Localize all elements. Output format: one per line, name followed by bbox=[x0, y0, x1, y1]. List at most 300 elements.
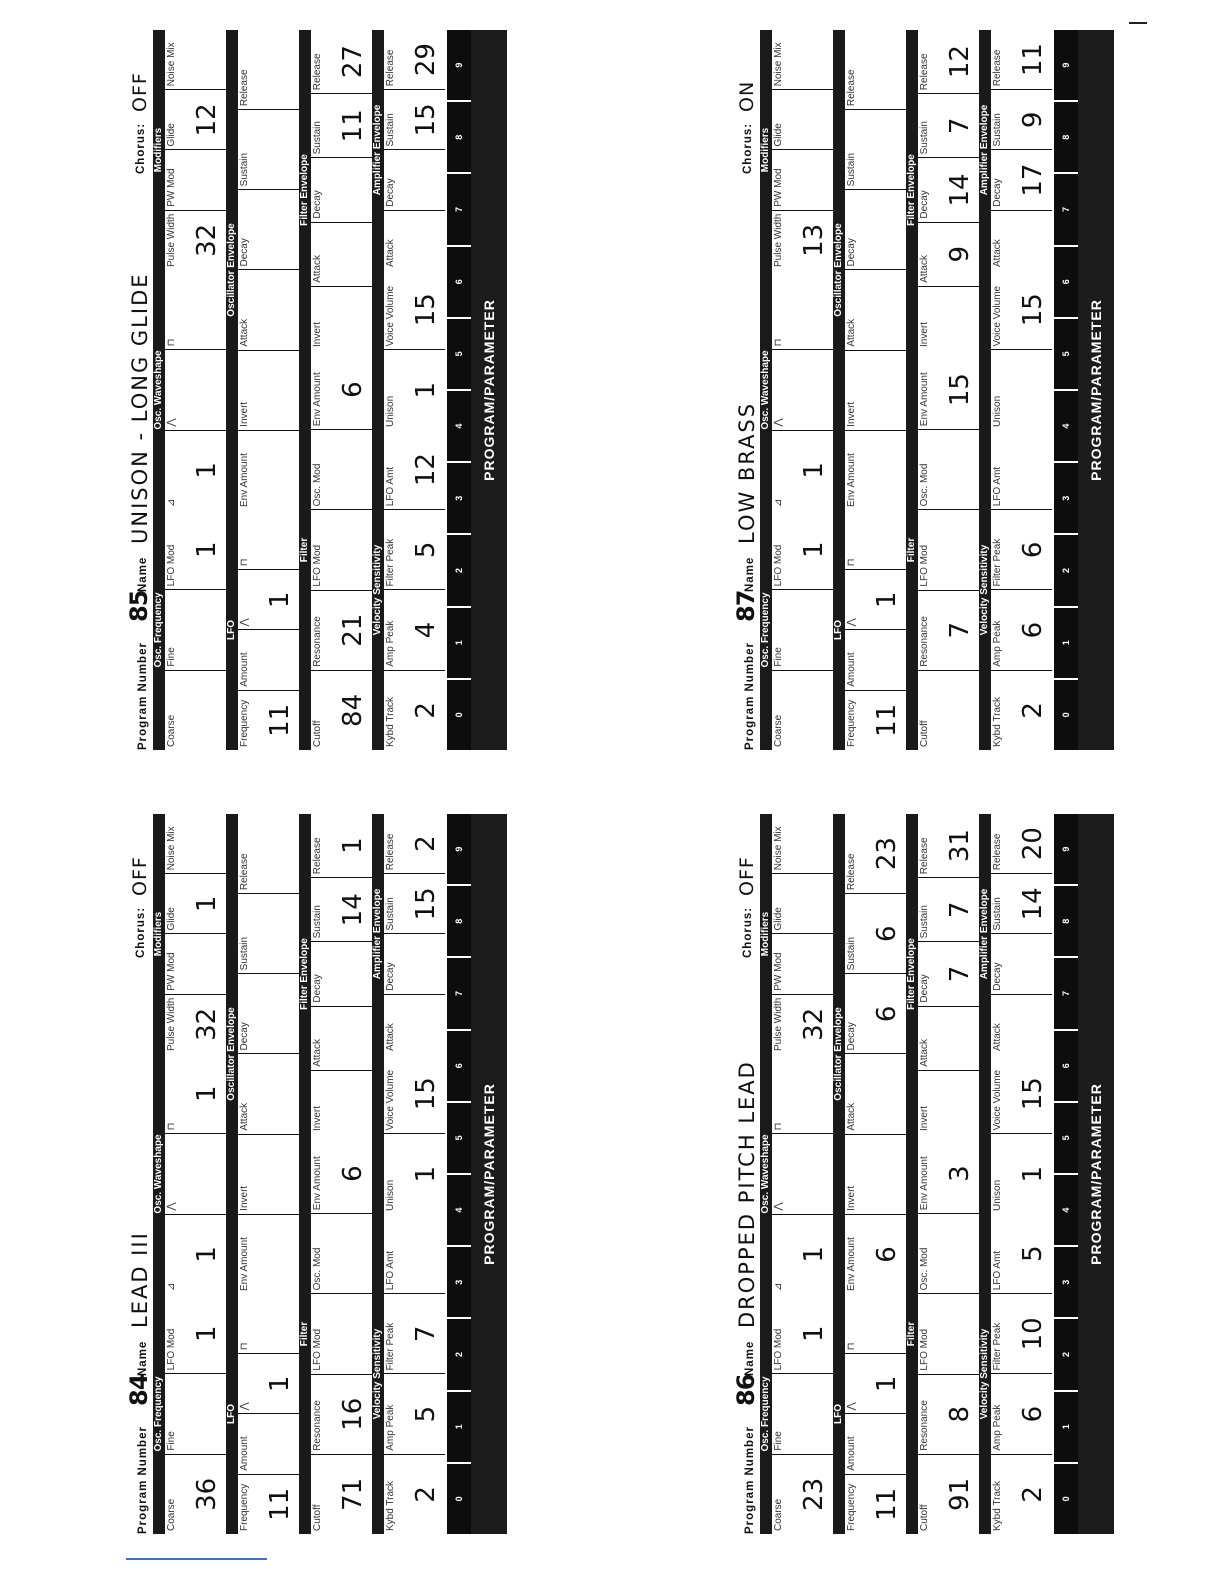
parameter-cell bbox=[991, 1134, 1052, 1215]
parameter-label: Voice Volume bbox=[992, 1069, 1003, 1131]
parameter-cell bbox=[384, 873, 445, 933]
parameter-label: Sustain bbox=[239, 152, 250, 187]
parameter-row bbox=[760, 814, 833, 1534]
parameter-cell bbox=[165, 814, 226, 873]
parameter-label: Env Amount bbox=[312, 372, 323, 427]
name-label: Name bbox=[137, 1340, 149, 1376]
parameter-cell bbox=[238, 1214, 299, 1294]
section-title: LFO bbox=[833, 510, 845, 750]
section-title: Filter bbox=[906, 1134, 918, 1534]
parameter-cell bbox=[311, 30, 372, 93]
parameter-cell bbox=[845, 430, 906, 510]
name-label: Name bbox=[744, 1340, 756, 1376]
parameter-label: Cutoff bbox=[312, 1504, 323, 1531]
parameter-label: Release bbox=[239, 69, 250, 107]
parameter-label: Filter Peak bbox=[385, 538, 396, 587]
parameter-number: 6 bbox=[447, 1029, 471, 1101]
parameter-number: 5 bbox=[1054, 1101, 1078, 1173]
parameter-cell bbox=[772, 150, 833, 210]
parameter-cell bbox=[384, 1454, 445, 1534]
section-title: LFO bbox=[226, 510, 238, 750]
parameter-grid bbox=[760, 30, 1052, 750]
parameter-row bbox=[226, 814, 299, 1534]
parameter-section bbox=[979, 270, 1052, 430]
parameter-section bbox=[833, 510, 906, 750]
parameter-value: 1 bbox=[799, 1246, 829, 1263]
parameter-cell bbox=[238, 1294, 299, 1353]
section-title: Osc. Waveshape bbox=[760, 1054, 772, 1294]
parameter-number: 2 bbox=[447, 1317, 471, 1389]
parameter-cell bbox=[845, 350, 906, 430]
parameter-label: Amp Peak bbox=[992, 620, 1003, 667]
parameter-section bbox=[299, 30, 372, 350]
parameter-label: Decay bbox=[239, 238, 250, 267]
parameter-value: 17 bbox=[1018, 163, 1048, 197]
parameter-label: Voice Volume bbox=[385, 1069, 396, 1131]
parameter-label: LFO Mod bbox=[919, 1328, 930, 1371]
parameter-section bbox=[833, 1294, 906, 1534]
parameter-number: 4 bbox=[447, 389, 471, 461]
parameter-row bbox=[153, 30, 226, 750]
parameter-label: Filter Peak bbox=[992, 1322, 1003, 1371]
parameter-label: Pulse Width bbox=[773, 213, 784, 267]
parameter-label: ⊿ bbox=[773, 1282, 784, 1291]
parameter-cell bbox=[165, 1454, 226, 1534]
section-title: Modifiers bbox=[153, 814, 165, 1054]
parameter-cell bbox=[845, 1414, 906, 1474]
parameter-section bbox=[760, 510, 833, 750]
parameter-label: Noise Mix bbox=[166, 42, 177, 87]
parameter-number: 0 bbox=[447, 678, 471, 750]
parameter-label: Release bbox=[919, 837, 930, 875]
parameter-number: 3 bbox=[447, 461, 471, 533]
chorus-value: OFF bbox=[129, 856, 151, 896]
parameter-label: Invert bbox=[239, 1185, 250, 1211]
parameter-cell bbox=[384, 30, 445, 89]
parameter-cell bbox=[165, 1133, 226, 1213]
parameter-section bbox=[299, 814, 372, 1134]
parameter-value: 23 bbox=[872, 837, 902, 871]
parameter-label: Attack bbox=[239, 1102, 250, 1131]
parameter-label: Env Amount bbox=[846, 1237, 857, 1291]
parameter-section bbox=[833, 30, 906, 510]
parameter-label: ⋀ bbox=[846, 618, 857, 627]
section-title: Amplifier Envelope bbox=[372, 814, 384, 1054]
parameter-cell bbox=[845, 630, 906, 690]
parameter-label: Invert bbox=[312, 1105, 323, 1131]
parameter-value: 6 bbox=[338, 1165, 368, 1182]
parameter-value: 1 bbox=[192, 1325, 222, 1342]
parameter-cell bbox=[918, 157, 979, 221]
parameter-label: Filter Peak bbox=[385, 1322, 396, 1371]
parameter-label: LFO Mod bbox=[312, 544, 323, 587]
section-title: Oscillator Envelope bbox=[833, 30, 845, 510]
parameter-label: ⋀ bbox=[239, 618, 250, 627]
parameter-cell bbox=[238, 690, 299, 750]
parameter-label: Osc. Mod bbox=[919, 1247, 930, 1291]
parameter-cell bbox=[772, 1214, 833, 1294]
parameter-cell bbox=[238, 350, 299, 430]
parameter-label: Env Amount bbox=[239, 1237, 250, 1291]
parameter-number: 9 bbox=[454, 846, 464, 852]
parameter-value: 6 bbox=[872, 1246, 902, 1263]
section-title: Oscillator Envelope bbox=[833, 814, 845, 1294]
parameter-cell bbox=[384, 350, 445, 431]
parameter-label: Pulse Width bbox=[166, 213, 177, 267]
parameter-number: 9 bbox=[1061, 846, 1071, 852]
parameter-label: PW Mod bbox=[773, 168, 784, 207]
parameter-number: 7 bbox=[1054, 956, 1078, 1028]
parameter-value: 2 bbox=[411, 1486, 441, 1503]
parameter-cell bbox=[165, 1054, 226, 1133]
section-title: Filter bbox=[299, 1134, 311, 1534]
parameter-value: 1 bbox=[265, 1375, 295, 1393]
parameter-cell bbox=[918, 670, 979, 750]
parameter-cell bbox=[845, 109, 906, 189]
parameter-label: Sustain bbox=[919, 905, 930, 939]
parameter-value: 2 bbox=[411, 835, 441, 852]
parameter-value: 7 bbox=[945, 117, 975, 135]
parameter-cell bbox=[238, 189, 299, 269]
parameter-cell bbox=[772, 349, 833, 429]
parameter-section bbox=[979, 814, 1052, 1054]
parameter-cell bbox=[991, 814, 1052, 873]
parameter-cell bbox=[384, 89, 445, 149]
parameter-number: 5 bbox=[447, 317, 471, 389]
parameter-value: 1 bbox=[799, 541, 829, 558]
parameter-value: 12 bbox=[945, 45, 975, 79]
parameter-section bbox=[153, 1294, 226, 1534]
parameter-value: 6 bbox=[1018, 1405, 1048, 1423]
parameter-cell bbox=[918, 941, 979, 1005]
parameter-row bbox=[906, 30, 979, 750]
parameter-cell bbox=[311, 1070, 372, 1134]
parameter-cell bbox=[991, 934, 1052, 994]
parameter-number: 2 bbox=[1054, 1317, 1078, 1389]
parameter-number: 6 bbox=[1054, 1029, 1078, 1101]
parameter-cell bbox=[311, 670, 372, 750]
parameter-label: Attack bbox=[846, 1102, 857, 1131]
parameter-value: 7 bbox=[945, 901, 975, 919]
parameter-cell bbox=[918, 222, 979, 286]
parameter-number-strip bbox=[1054, 814, 1078, 1534]
parameter-section bbox=[760, 1054, 833, 1294]
parameter-cell bbox=[311, 429, 372, 509]
parameter-grid bbox=[760, 814, 1052, 1534]
parameter-number: 3 bbox=[1054, 1245, 1078, 1317]
parameter-label: Env Amount bbox=[239, 453, 250, 507]
parameter-label: Coarse bbox=[166, 714, 177, 747]
parameter-value: 1 bbox=[192, 462, 222, 479]
parameter-value: 32 bbox=[799, 1007, 829, 1041]
parameter-cell bbox=[772, 1373, 833, 1453]
parameter-cell bbox=[165, 934, 226, 994]
parameter-cell bbox=[165, 210, 226, 270]
parameter-value: 21 bbox=[338, 613, 368, 647]
section-title: Amplifier Envelope bbox=[372, 30, 384, 270]
parameter-label: Amount bbox=[239, 652, 250, 687]
parameter-label: Coarse bbox=[773, 1498, 784, 1531]
parameter-cell bbox=[311, 157, 372, 221]
parameter-label: Glide bbox=[166, 907, 177, 931]
parameter-value: 15 bbox=[1018, 293, 1048, 327]
parameter-label: Attack bbox=[992, 239, 1003, 267]
parameter-label: PW Mod bbox=[166, 168, 177, 207]
parameter-cell bbox=[991, 89, 1052, 149]
parameter-cell bbox=[238, 510, 299, 569]
parameter-label: Glide bbox=[166, 123, 177, 147]
parameter-cell bbox=[845, 30, 906, 109]
parameter-cell bbox=[311, 1134, 372, 1213]
parameter-value: 1 bbox=[411, 1165, 441, 1183]
parameter-cell bbox=[311, 1006, 372, 1070]
program-number-label: Program Number bbox=[137, 642, 149, 750]
parameter-label: Sustain bbox=[992, 113, 1003, 147]
parameter-label: Frequency bbox=[239, 699, 250, 747]
parameter-cell bbox=[384, 1293, 445, 1373]
parameter-cell bbox=[845, 1353, 906, 1413]
parameter-row bbox=[979, 814, 1052, 1534]
parameter-section bbox=[153, 1054, 226, 1294]
parameter-label: Amount bbox=[846, 1436, 857, 1471]
parameter-label: Fine bbox=[166, 647, 177, 667]
parameter-number-strip bbox=[447, 814, 471, 1534]
parameter-cell bbox=[238, 1414, 299, 1474]
parameter-cell bbox=[238, 630, 299, 690]
parameter-cell bbox=[772, 1294, 833, 1373]
parameter-label: Release bbox=[992, 49, 1003, 87]
section-title bbox=[372, 270, 384, 430]
parameter-value: 15 bbox=[945, 373, 975, 407]
parameter-label: Kybd Track bbox=[992, 696, 1003, 747]
parameter-cell bbox=[845, 510, 906, 569]
parameter-value: 12 bbox=[192, 103, 222, 137]
parameter-value: 71 bbox=[338, 1477, 368, 1511]
parameter-cell bbox=[311, 1213, 372, 1293]
program-name-value: UNISON - LONG GLIDE bbox=[128, 272, 152, 544]
parameter-cell bbox=[165, 1373, 226, 1453]
chorus-label: Chorus: bbox=[135, 906, 147, 958]
program-number-value: 86 bbox=[732, 1374, 760, 1406]
parameter-cell bbox=[772, 994, 833, 1054]
parameter-cell bbox=[845, 189, 906, 269]
parameter-section bbox=[153, 510, 226, 750]
parameter-section bbox=[979, 1054, 1052, 1214]
parameter-label: Fine bbox=[166, 1431, 177, 1451]
parameter-cell bbox=[991, 670, 1052, 750]
parameter-value: 11 bbox=[265, 703, 295, 737]
parameter-grid bbox=[153, 30, 445, 750]
parameter-cell bbox=[238, 814, 299, 893]
parameter-section bbox=[372, 270, 445, 430]
parameter-cell bbox=[991, 350, 1052, 431]
parameter-value: 14 bbox=[338, 893, 368, 927]
parameter-section bbox=[760, 30, 833, 270]
parameter-cell bbox=[991, 590, 1052, 670]
parameter-number: 7 bbox=[447, 956, 471, 1028]
parameter-value: 23 bbox=[799, 1477, 829, 1511]
parameter-cell bbox=[772, 934, 833, 994]
parameter-cell bbox=[165, 430, 226, 510]
parameter-value: 6 bbox=[872, 925, 902, 942]
parameter-label: Osc. Mod bbox=[919, 463, 930, 507]
parameter-cell bbox=[238, 30, 299, 109]
parameter-row bbox=[372, 30, 445, 750]
parameter-label: ⊓ bbox=[846, 558, 857, 567]
parameter-section bbox=[906, 814, 979, 1134]
parameter-cell bbox=[311, 1454, 372, 1534]
parameter-label: Decay bbox=[239, 1022, 250, 1051]
parameter-cell bbox=[165, 510, 226, 589]
chorus-value: OFF bbox=[736, 856, 758, 896]
parameter-label: Noise Mix bbox=[773, 42, 784, 87]
parameter-section bbox=[833, 814, 906, 1294]
section-title: Filter Envelope bbox=[299, 814, 311, 1134]
program-name-value: LEAD III bbox=[128, 1231, 152, 1328]
parameter-cell bbox=[845, 690, 906, 750]
section-title: LFO bbox=[833, 1294, 845, 1534]
program-sheet-84 bbox=[91, 814, 497, 1534]
parameter-cell bbox=[311, 1293, 372, 1373]
parameter-label: Unison bbox=[385, 1179, 396, 1211]
parameter-label: Unison bbox=[992, 395, 1003, 427]
parameter-number: 4 bbox=[447, 1173, 471, 1245]
parameter-cell bbox=[772, 814, 833, 873]
section-title: Amplifier Envelope bbox=[979, 814, 991, 1054]
parameter-value: 36 bbox=[192, 1477, 222, 1511]
parameter-number: 1 bbox=[1054, 606, 1078, 678]
parameter-value: 3 bbox=[945, 1165, 975, 1182]
parameter-label: Invert bbox=[919, 1105, 930, 1131]
parameter-cell bbox=[991, 1293, 1052, 1373]
parameter-label: Noise Mix bbox=[166, 826, 177, 871]
section-title bbox=[979, 1054, 991, 1214]
parameter-label: Voice Volume bbox=[992, 285, 1003, 347]
parameter-label: Amp Peak bbox=[385, 1404, 396, 1451]
parameter-label: Env Amount bbox=[919, 372, 930, 427]
parameter-cell bbox=[845, 1294, 906, 1353]
parameter-cell bbox=[384, 1374, 445, 1454]
section-title: Velocity Sensitivity bbox=[979, 1214, 991, 1534]
parameter-cell bbox=[384, 934, 445, 994]
parameter-section bbox=[299, 1134, 372, 1534]
parameter-cell bbox=[991, 430, 1052, 509]
parameter-label: Frequency bbox=[239, 1483, 250, 1531]
parameter-cell bbox=[918, 429, 979, 509]
parameter-cell bbox=[772, 270, 833, 349]
parameter-label: Fine bbox=[773, 647, 784, 667]
parameter-cell bbox=[918, 1293, 979, 1373]
parameter-number: 2 bbox=[1054, 533, 1078, 605]
parameter-value: 1 bbox=[411, 381, 441, 399]
parameter-label: Kybd Track bbox=[992, 1480, 1003, 1531]
chorus-value: ON bbox=[736, 80, 758, 112]
parameter-value: 15 bbox=[411, 293, 441, 327]
parameter-label: ⋀ bbox=[773, 1202, 784, 1211]
parameter-label: Release bbox=[312, 837, 323, 875]
parameter-value: 29 bbox=[411, 43, 441, 77]
parameter-cell bbox=[238, 569, 299, 629]
parameter-number: 7 bbox=[1054, 172, 1078, 244]
parameter-label: Unison bbox=[385, 395, 396, 427]
parameter-value: 2 bbox=[411, 702, 441, 719]
parameter-label: Sustain bbox=[312, 905, 323, 939]
parameter-label: Sustain bbox=[385, 113, 396, 147]
parameter-number: 8 bbox=[447, 100, 471, 172]
parameter-label: ⊓ bbox=[166, 1122, 177, 1131]
parameter-row bbox=[833, 30, 906, 750]
parameter-cell bbox=[238, 430, 299, 510]
corner-mark bbox=[1129, 22, 1147, 24]
section-title: Osc. Frequency bbox=[760, 1294, 772, 1534]
parameter-row bbox=[153, 814, 226, 1534]
parameter-label: Kybd Track bbox=[385, 1480, 396, 1531]
parameter-label: Decay bbox=[919, 974, 930, 1003]
parameter-cell bbox=[238, 269, 299, 349]
name-label: Name bbox=[137, 556, 149, 592]
parameter-label: ⋀ bbox=[166, 418, 177, 427]
parameter-cell bbox=[165, 873, 226, 933]
parameter-cell bbox=[165, 670, 226, 750]
parameter-cell bbox=[772, 430, 833, 510]
parameter-row bbox=[833, 814, 906, 1534]
parameter-value: 84 bbox=[338, 693, 368, 727]
section-title: LFO bbox=[226, 1294, 238, 1534]
parameter-section bbox=[979, 1214, 1052, 1534]
parameter-cell bbox=[311, 286, 372, 350]
program-number-label: Program Number bbox=[137, 1426, 149, 1534]
section-title: Filter Envelope bbox=[906, 814, 918, 1134]
parameter-label: Voice Volume bbox=[385, 285, 396, 347]
parameter-cell bbox=[165, 150, 226, 210]
parameter-value: 1 bbox=[799, 462, 829, 479]
parameter-value: 14 bbox=[1018, 887, 1048, 921]
parameter-cell bbox=[384, 814, 445, 873]
parameter-cell bbox=[918, 877, 979, 941]
parameter-label: Kybd Track bbox=[385, 696, 396, 747]
parameter-label: Amount bbox=[239, 1436, 250, 1471]
section-title: Filter Envelope bbox=[906, 30, 918, 350]
parameter-cell bbox=[845, 893, 906, 973]
parameter-cell bbox=[772, 30, 833, 89]
parameter-label: Decay bbox=[992, 178, 1003, 207]
parameter-label: ⊿ bbox=[773, 498, 784, 507]
parameter-label: Noise Mix bbox=[773, 826, 784, 871]
parameter-label: ⊿ bbox=[166, 1282, 177, 1291]
parameter-cell bbox=[772, 873, 833, 933]
parameter-value: 11 bbox=[338, 109, 368, 143]
parameter-cell bbox=[165, 1214, 226, 1294]
parameter-value: 2 bbox=[1018, 1486, 1048, 1503]
section-title: Velocity Sensitivity bbox=[979, 430, 991, 750]
parameter-cell bbox=[991, 1374, 1052, 1454]
parameter-label: ⋀ bbox=[166, 1202, 177, 1211]
parameter-cell bbox=[991, 509, 1052, 589]
parameter-label: Cutoff bbox=[919, 720, 930, 747]
parameter-cell bbox=[991, 994, 1052, 1054]
parameter-label: Sustain bbox=[312, 121, 323, 155]
parameter-label: Filter Peak bbox=[992, 538, 1003, 587]
parameter-cell bbox=[991, 873, 1052, 933]
parameter-label: ⋀ bbox=[773, 418, 784, 427]
parameter-value: 1 bbox=[799, 1325, 829, 1342]
section-title: Modifiers bbox=[760, 814, 772, 1054]
parameter-label: Env Amount bbox=[919, 1156, 930, 1211]
section-title: Osc. Frequency bbox=[760, 510, 772, 750]
parameter-value: 2 bbox=[1018, 702, 1048, 719]
parameter-value: 11 bbox=[265, 1487, 295, 1521]
parameter-cell bbox=[311, 1374, 372, 1454]
